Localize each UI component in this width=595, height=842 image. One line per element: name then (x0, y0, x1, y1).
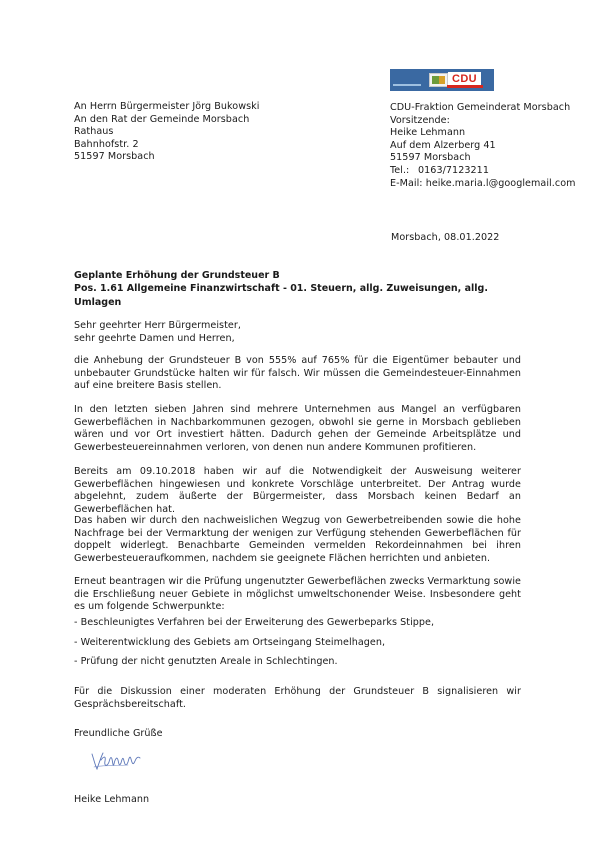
recipient-line: An Herrn Bürgermeister Jörg Bukowski (74, 101, 260, 112)
letter-date: Morsbach, 08.01.2022 (391, 232, 500, 243)
subject-line-2: Pos. 1.61 Allgemeine Finanzwirtschaft - 01. Steuern, allg. Zuweisungen, allg. Umlagen (74, 283, 488, 308)
paragraph-5: Erneut beantragen wir die Prüfung ungenutzter Gewerbeflächen zwecks Vermarktung sowie die Erschließung neuer Gebiete in möglichst umweltschonender Weise. Insbesondere geht es um folgende Schwerpunkte: (74, 576, 521, 613)
salutation-line: sehr geehrte Damen und Herren, (74, 332, 235, 344)
paragraph-4: Das haben wir durch den nachweislichen Wegzug von Gewerbetreibenden sowie die hohe Nachfrage bei der Vermarktung der wenigen zur Verfügung stehenden Gewerbeflächen für doppelt widerlegt. Benachbarte Gemeinden vermelden Rekordeinnahmen bei ihren Gewerbesteueraufkommen, nachdem sie geeignete Flächen herrichten und anbieten. (74, 515, 521, 564)
sender-city: 51597 Morsbach (390, 152, 471, 164)
salutation (74, 320, 374, 345)
paragraph-6: Für die Diskussion einer moderaten Erhöhung der Grundsteuer B signalisieren wir Gesprächsbereitschaft. (74, 686, 521, 710)
paragraph-1: die Anhebung der Grundsteuer B von 555% auf 765% für die Eigentümer bebauter und unbebauter Grundstücke halten wir für falsch. Wir müssen die Gemeindesteuer-Einnahmen auf eine breitere Basis stellen. (74, 355, 521, 392)
emblem-icon (429, 73, 448, 87)
cdu-logo (390, 69, 494, 91)
list-item: - Weiterentwicklung des Gebiets am Ortseingang Steimelhagen, (74, 637, 386, 648)
signer-name: Heike Lehmann (74, 794, 150, 805)
closing: Freundliche Grüße (74, 728, 163, 739)
phone-number: 0163/7123211 (418, 164, 489, 176)
salutation-line: Sehr geehrter Herr Bürgermeister, (74, 320, 241, 331)
recipient-line: Bahnhofstr. 2 (74, 138, 139, 150)
recipient-line: An den Rat der Gemeinde Morsbach (74, 113, 250, 125)
sender-phone (390, 165, 590, 178)
paragraph-2: In den letzten sieben Jahren sind mehrere Unternehmen aus Mangel an verfügbaren Gewerbeflächen in Nachbarkommunen gezogen, obwohl sie gerne in Morsbach geblieben wären und vor Ort investiert hätten. Dadurch gehen der Gemeinde Arbeitsplätze und Gewerbesteuereinnahmen verloren, von denen nun andere Kommunen profitieren. (74, 404, 521, 453)
recipient-line: 51597 Morsbach (74, 151, 155, 163)
list-item: - Prüfung der nicht genutzten Areale in Schlechtingen. (74, 656, 338, 667)
subject (74, 269, 534, 309)
sender-org: CDU-Fraktion Gemeinderat Morsbach (390, 102, 571, 113)
sender-role: Vorsitzende: (390, 114, 450, 126)
sender-address (390, 102, 590, 190)
sender-street: Auf dem Alzerberg 41 (390, 139, 496, 151)
sender-name: Heike Lehmann (390, 127, 466, 139)
recipient-line: Rathaus (74, 126, 114, 138)
list-item: - Beschleunigtes Verfahren bei der Erweiterung des Gewerbeparks Stippe, (74, 617, 435, 628)
sender-email: E-Mail: heike.maria.l@googlemail.com (390, 177, 576, 189)
recipient-address (74, 101, 274, 164)
signature-image (88, 750, 144, 772)
logo-slogan-bar (393, 84, 421, 86)
paragraph-3: Bereits am 09.10.2018 haben wir auf die Notwendigkeit der Ausweisung weiterer Gewerbeflächen hingewiesen und konkrete Vorschläge unterbreitet. Der Antrag wurde abgelehnt, zudem äußerte der Bürgermeister, dass Morsbach keinen Bedarf an Gewerbeflächen hat. (74, 466, 521, 515)
logo-wordmark: CDU (448, 72, 481, 87)
phone-label: Tel.: (390, 164, 410, 176)
logo-swoosh (447, 85, 483, 88)
subject-line-1: Geplante Erhöhung der Grundsteuer B (74, 270, 280, 281)
